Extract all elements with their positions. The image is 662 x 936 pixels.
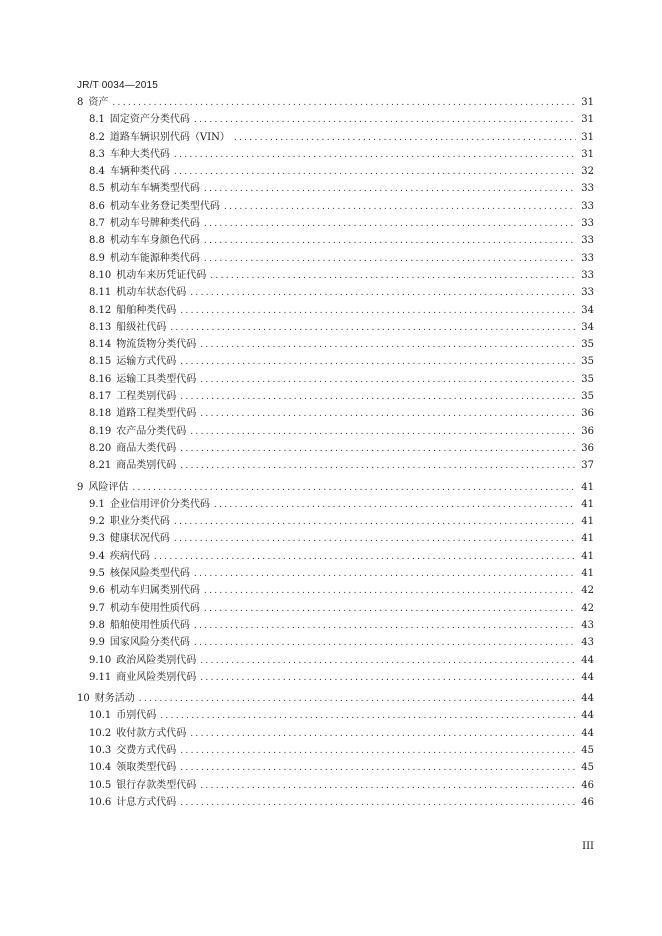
toc-entry-subsection[interactable] xyxy=(77,582,594,599)
toc-entry-title: 车种大类代码 xyxy=(109,148,170,160)
toc-entry-title: 商品大类代码 xyxy=(116,442,177,454)
dot-leader xyxy=(180,354,576,371)
toc-section xyxy=(77,690,594,811)
toc-entry-number: 8 xyxy=(77,97,84,108)
toc-entry-subsection[interactable] xyxy=(77,232,594,249)
toc-entry-number: 8.11 xyxy=(89,287,112,299)
toc-entry-page: 33 xyxy=(581,183,594,195)
toc-entry-number: 8.17 xyxy=(89,391,112,403)
toc-entry-number: 9.10 xyxy=(89,654,112,666)
toc-entry-title: 机动车使用性质代码 xyxy=(109,602,200,614)
toc-entry-title: 商业风险类别代码 xyxy=(116,671,197,683)
toc-entry-page: 35 xyxy=(581,391,594,403)
toc-entry-subsection[interactable] xyxy=(77,215,594,232)
toc-entry-subsection[interactable] xyxy=(77,652,594,669)
toc-entry-title: 资产 xyxy=(88,97,109,108)
toc-entry-subsection[interactable] xyxy=(77,759,594,776)
dot-leader xyxy=(200,653,576,670)
page-number: III xyxy=(582,841,594,852)
toc-entry-subsection[interactable] xyxy=(77,302,594,319)
toc-entry-subsection[interactable] xyxy=(77,440,594,457)
toc-entry-title: 物流货物分类代码 xyxy=(116,339,197,351)
toc-entry-title: 道路车辆识别代码（VIN） xyxy=(109,131,230,143)
dot-leader xyxy=(174,164,576,181)
toc-entry-title: 币别代码 xyxy=(116,710,157,722)
toc-entry-subsection[interactable] xyxy=(77,725,594,742)
toc-entry-title: 交费方式代码 xyxy=(116,744,177,756)
dot-leader xyxy=(180,743,576,760)
toc-entry-number: 9.3 xyxy=(89,533,105,545)
toc-entry-subsection[interactable] xyxy=(77,530,594,547)
toc-entry-number: 10.4 xyxy=(89,762,112,774)
table-of-contents xyxy=(77,94,594,811)
toc-entry-page: 36 xyxy=(581,442,594,454)
toc-entry-title: 机动车能源种类代码 xyxy=(109,252,200,264)
toc-entry-page: 45 xyxy=(581,744,594,756)
toc-entry-page: 33 xyxy=(581,269,594,281)
toc-entry-subsection[interactable] xyxy=(77,319,594,336)
toc-entry-number: 9.6 xyxy=(89,585,105,597)
toc-entry-title: 风险评估 xyxy=(88,481,129,493)
toc-entry-page: 31 xyxy=(581,148,594,160)
toc-entry-number: 8.8 xyxy=(89,235,105,247)
toc-entry-number: 8.15 xyxy=(89,356,112,368)
toc-entry-title: 机动车业务登记类型代码 xyxy=(109,200,220,212)
dot-leader xyxy=(112,95,576,112)
toc-entry-title: 船舶种类代码 xyxy=(116,304,177,316)
toc-entry-title: 运输工具类型代码 xyxy=(116,373,197,385)
toc-entry-number: 9.2 xyxy=(89,516,105,528)
toc-entry-page: 34 xyxy=(581,321,594,333)
toc-entry-number: 10.5 xyxy=(89,779,112,791)
toc-entry-title: 运输方式代码 xyxy=(116,356,177,368)
toc-entry-page: 33 xyxy=(581,235,594,247)
dot-leader xyxy=(139,691,576,708)
toc-entry-number: 8.9 xyxy=(89,252,105,264)
toc-entry-page: 37 xyxy=(581,460,594,472)
toc-entry-page: 45 xyxy=(581,762,594,774)
toc-entry-page: 35 xyxy=(581,339,594,351)
toc-entry-subsection[interactable] xyxy=(77,669,594,686)
toc-entry-subsection[interactable] xyxy=(77,565,594,582)
toc-entry-page: 31 xyxy=(581,114,594,126)
toc-entry-page: 41 xyxy=(581,498,594,510)
dot-leader xyxy=(190,726,576,743)
toc-entry-number: 9.11 xyxy=(89,671,112,683)
toc-entry-number: 8.7 xyxy=(89,218,105,230)
toc-entry-title: 核保风险类型代码 xyxy=(109,568,190,580)
toc-entry-page: 41 xyxy=(581,533,594,545)
toc-entry-subsection[interactable] xyxy=(77,111,594,128)
toc-entry-subsection[interactable] xyxy=(77,457,594,474)
toc-entry-title: 计息方式代码 xyxy=(116,796,177,808)
toc-entry-subsection[interactable] xyxy=(77,634,594,651)
toc-entry-page: 46 xyxy=(581,779,594,791)
dot-leader xyxy=(160,708,576,725)
toc-entry-page: 35 xyxy=(581,373,594,385)
toc-entry-subsection[interactable] xyxy=(77,146,594,163)
toc-entry-number: 10 xyxy=(77,693,90,705)
toc-entry-number: 10.6 xyxy=(89,796,112,808)
dot-leader xyxy=(204,601,576,618)
toc-entry-number: 8.5 xyxy=(89,183,105,195)
toc-entry-number: 9 xyxy=(77,481,84,493)
dot-leader xyxy=(234,130,576,147)
dot-leader xyxy=(180,795,576,812)
toc-entry-number: 8.18 xyxy=(89,408,112,420)
dot-leader xyxy=(214,497,576,514)
toc-entry-page: 44 xyxy=(581,671,594,683)
document-code-header: JR/T 0034—2015 xyxy=(77,80,158,91)
toc-entry-title: 政治风险类别代码 xyxy=(116,654,197,666)
toc-entry-page: 41 xyxy=(581,568,594,580)
toc-entry-page: 42 xyxy=(581,602,594,614)
toc-entry-number: 9.4 xyxy=(89,550,105,562)
toc-entry-page: 43 xyxy=(581,637,594,649)
dot-leader xyxy=(190,285,576,302)
dot-leader xyxy=(180,760,576,777)
toc-entry-subsection[interactable] xyxy=(77,548,594,565)
toc-entry-page: 31 xyxy=(581,97,594,108)
toc-entry-page: 44 xyxy=(581,654,594,666)
dot-leader xyxy=(154,549,576,566)
toc-entry-subsection[interactable] xyxy=(77,371,594,388)
toc-entry-number: 10.2 xyxy=(89,727,112,739)
toc-entry-page: 31 xyxy=(581,131,594,143)
toc-entry-chapter[interactable] xyxy=(77,479,594,496)
toc-entry-subsection[interactable] xyxy=(77,777,594,794)
toc-entry-page: 41 xyxy=(581,481,594,493)
toc-entry-number: 8.20 xyxy=(89,442,112,454)
toc-entry-number: 8.4 xyxy=(89,166,105,178)
toc-entry-chapter[interactable] xyxy=(77,94,594,111)
toc-entry-number: 8.3 xyxy=(89,148,105,160)
toc-entry-page: 35 xyxy=(581,356,594,368)
dot-leader xyxy=(200,337,576,354)
toc-entry-number: 9.9 xyxy=(89,637,105,649)
toc-entry-number: 9.7 xyxy=(89,602,105,614)
dot-leader xyxy=(180,389,576,406)
dot-leader xyxy=(194,112,576,129)
toc-entry-page: 44 xyxy=(581,727,594,739)
toc-entry-number: 8.19 xyxy=(89,425,112,437)
toc-entry-subsection[interactable] xyxy=(77,198,594,215)
toc-entry-subsection[interactable] xyxy=(77,617,594,634)
dot-leader xyxy=(204,181,576,198)
toc-entry-title: 财务活动 xyxy=(94,693,135,705)
toc-entry-subsection[interactable] xyxy=(77,163,594,180)
toc-entry-subsection[interactable] xyxy=(77,250,594,267)
dot-leader xyxy=(200,372,576,389)
toc-entry-subsection[interactable] xyxy=(77,353,594,370)
toc-entry-subsection[interactable] xyxy=(77,388,594,405)
dot-leader xyxy=(180,303,576,320)
toc-entry-title: 职业分类代码 xyxy=(109,516,170,528)
toc-entry-page: 41 xyxy=(581,550,594,562)
toc-entry-title: 船舶使用性质代码 xyxy=(109,619,190,631)
dot-leader xyxy=(194,618,576,635)
toc-entry-subsection[interactable] xyxy=(77,405,594,422)
toc-entry-subsection[interactable] xyxy=(77,496,594,513)
toc-entry-number: 9.8 xyxy=(89,619,105,631)
dot-leader xyxy=(170,320,576,337)
toc-entry-page: 42 xyxy=(581,585,594,597)
toc-entry-page: 33 xyxy=(581,252,594,264)
toc-entry-page: 41 xyxy=(581,516,594,528)
dot-leader xyxy=(224,199,576,216)
toc-entry-number: 8.6 xyxy=(89,200,105,212)
dot-leader xyxy=(132,480,576,497)
toc-entry-title: 企业信用评价分类代码 xyxy=(109,498,210,510)
toc-entry-title: 固定资产分类代码 xyxy=(109,114,190,126)
toc-entry-title: 机动车状态代码 xyxy=(116,287,187,299)
dot-leader xyxy=(194,635,576,652)
toc-entry-page: 43 xyxy=(581,619,594,631)
toc-entry-title: 领取类型代码 xyxy=(116,762,177,774)
dot-leader xyxy=(180,441,576,458)
toc-entry-title: 健康状况代码 xyxy=(109,533,170,545)
dot-leader xyxy=(174,147,576,164)
toc-entry-title: 收付款方式代码 xyxy=(116,727,187,739)
toc-entry-title: 工程类别代码 xyxy=(116,391,177,403)
toc-entry-chapter[interactable] xyxy=(77,690,594,707)
toc-section xyxy=(77,94,594,475)
toc-entry-subsection[interactable] xyxy=(77,336,594,353)
dot-leader xyxy=(204,233,576,250)
toc-entry-page: 32 xyxy=(581,166,594,178)
toc-entry-page: 33 xyxy=(581,200,594,212)
toc-entry-subsection[interactable] xyxy=(77,180,594,197)
toc-entry-page: 34 xyxy=(581,304,594,316)
dot-leader xyxy=(174,514,576,531)
toc-entry-title: 道路工程类型代码 xyxy=(116,408,197,420)
toc-entry-title: 商品类别代码 xyxy=(116,460,177,472)
toc-entry-title: 机动车车辆类型代码 xyxy=(109,183,200,195)
toc-entry-number: 8.21 xyxy=(89,460,112,472)
toc-entry-title: 疾病代码 xyxy=(109,550,150,562)
toc-entry-subsection[interactable] xyxy=(77,707,594,724)
toc-entry-page: 33 xyxy=(581,218,594,230)
toc-entry-subsection[interactable] xyxy=(77,794,594,811)
dot-leader xyxy=(190,424,576,441)
dot-leader xyxy=(200,778,576,795)
toc-entry-subsection[interactable] xyxy=(77,423,594,440)
toc-entry-number: 8.16 xyxy=(89,373,112,385)
toc-entry-number: 8.2 xyxy=(89,131,105,143)
toc-entry-page: 36 xyxy=(581,425,594,437)
dot-leader xyxy=(210,268,576,285)
toc-entry-page: 44 xyxy=(581,710,594,722)
dot-leader xyxy=(174,531,576,548)
toc-entry-page: 36 xyxy=(581,408,594,420)
dot-leader xyxy=(204,251,576,268)
toc-entry-subsection[interactable] xyxy=(77,513,594,530)
toc-entry-title: 机动车车身颜色代码 xyxy=(109,235,200,247)
toc-entry-number: 10.1 xyxy=(89,710,112,722)
toc-entry-subsection[interactable] xyxy=(77,600,594,617)
dot-leader xyxy=(204,583,576,600)
toc-entry-number: 8.10 xyxy=(89,269,112,281)
dot-leader xyxy=(180,458,576,475)
toc-entry-title: 机动车来历凭证代码 xyxy=(116,269,207,281)
toc-entry-title: 国家风险分类代码 xyxy=(109,637,190,649)
toc-entry-number: 8.1 xyxy=(89,114,105,126)
toc-entry-title: 农产品分类代码 xyxy=(116,425,187,437)
toc-entry-subsection[interactable] xyxy=(77,742,594,759)
toc-entry-title: 银行存款类型代码 xyxy=(116,779,197,791)
dot-leader xyxy=(200,406,576,423)
toc-entry-number: 8.13 xyxy=(89,321,112,333)
toc-entry-page: 44 xyxy=(581,693,594,705)
toc-entry-number: 10.3 xyxy=(89,744,112,756)
toc-entry-subsection[interactable] xyxy=(77,267,594,284)
toc-entry-subsection[interactable] xyxy=(77,284,594,301)
toc-entry-title: 机动车归属类别代码 xyxy=(109,585,200,597)
toc-entry-subsection[interactable] xyxy=(77,129,594,146)
toc-entry-number: 9.5 xyxy=(89,568,105,580)
toc-entry-title: 车辆种类代码 xyxy=(109,166,170,178)
toc-entry-number: 8.12 xyxy=(89,304,112,316)
toc-entry-number: 8.14 xyxy=(89,339,112,351)
dot-leader xyxy=(204,216,576,233)
dot-leader xyxy=(194,566,576,583)
toc-entry-title: 船级社代码 xyxy=(116,321,167,333)
toc-section xyxy=(77,479,594,687)
toc-entry-page: 46 xyxy=(581,796,594,808)
toc-entry-title: 机动车号牌种类代码 xyxy=(109,218,200,230)
toc-entry-page: 33 xyxy=(581,287,594,299)
dot-leader xyxy=(200,670,576,687)
toc-entry-number: 9.1 xyxy=(89,498,105,510)
